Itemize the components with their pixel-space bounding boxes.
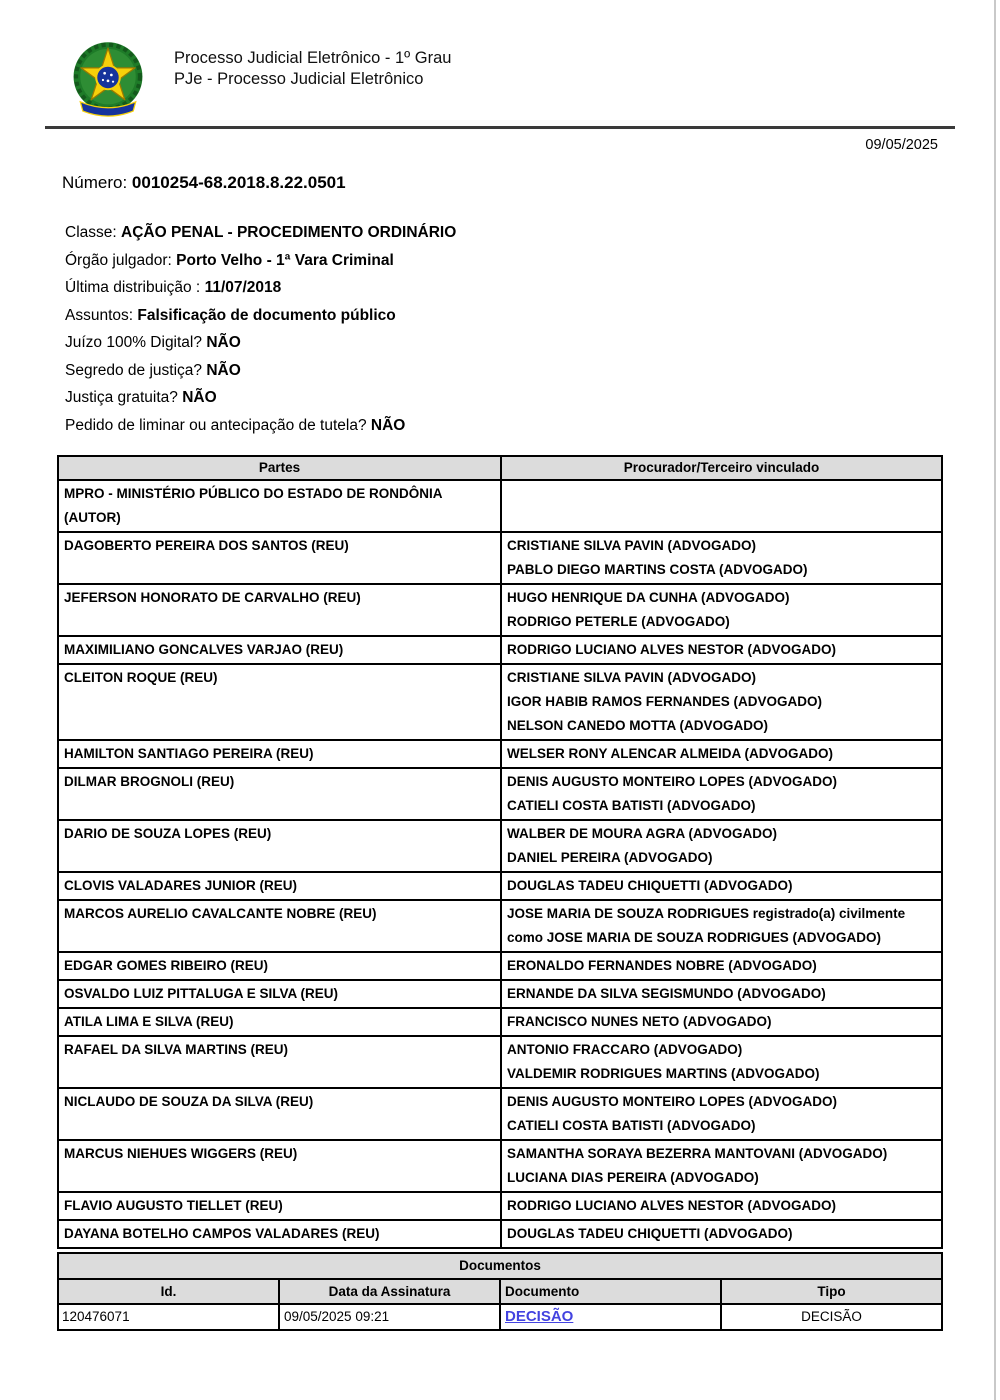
procurador-cell xyxy=(501,740,942,768)
procurador-cell xyxy=(501,584,942,636)
meta-line xyxy=(65,302,1000,330)
meta-line xyxy=(65,247,1000,275)
header xyxy=(0,0,1000,124)
header-divider xyxy=(45,126,955,129)
party-cell: MARCUS NIEHUES WIGGERS (REU) xyxy=(58,1140,501,1192)
lawyer-line: CRISTIANE SILVA PAVIN (ADVOGADO) xyxy=(507,538,757,553)
party-row xyxy=(58,532,942,584)
party-cell: HAMILTON SANTIAGO PEREIRA (REU) xyxy=(58,740,501,768)
meta-value: NÃO xyxy=(182,389,217,406)
meta-label: Órgão julgador: xyxy=(65,251,172,269)
procurador-cell xyxy=(501,952,942,980)
party-cell: DAGOBERTO PEREIRA DOS SANTOS (REU) xyxy=(58,532,501,584)
meta-label: Segredo de justiça? xyxy=(65,361,203,379)
documents-section-header: Documentos xyxy=(58,1253,942,1279)
party-row xyxy=(58,1192,942,1220)
parties-table xyxy=(57,455,943,1249)
lawyer-line: ERNANDE DA SILVA SEGISMUNDO (ADVOGADO) xyxy=(507,986,826,1001)
meta-line xyxy=(65,412,1000,440)
procurador-cell xyxy=(501,532,942,584)
lawyer-line: FRANCISCO NUNES NETO (ADVOGADO) xyxy=(507,1014,772,1029)
meta-line xyxy=(65,219,1000,247)
meta-value: Falsificação de documento público xyxy=(137,306,396,324)
procurador-column-header: Procurador/Terceiro vinculado xyxy=(501,456,942,480)
party-cell: JEFERSON HONORATO DE CARVALHO (REU) xyxy=(58,584,501,636)
meta-line xyxy=(65,384,1000,412)
lawyer-line: LUCIANA DIAS PEREIRA (ADVOGADO) xyxy=(507,1170,759,1185)
meta-label: Justiça gratuita? xyxy=(65,389,178,406)
procurador-cell xyxy=(501,872,942,900)
lawyer-line: DENIS AUGUSTO MONTEIRO LOPES (ADVOGADO) xyxy=(507,774,838,789)
header-title-line1: Processo Judicial Eletrônico - 1º Grau xyxy=(174,49,452,67)
party-row xyxy=(58,636,942,664)
meta-label: Assuntos: xyxy=(65,306,134,324)
meta-label: Classe: xyxy=(65,224,117,241)
party-cell: CLEITON ROQUE (REU) xyxy=(58,664,501,740)
lawyer-line: ANTONIO FRACCARO (ADVOGADO) xyxy=(507,1042,743,1057)
procurador-cell xyxy=(501,900,942,952)
meta-label: Última distribuição : xyxy=(65,279,201,296)
process-number-value: 0010254-68.2018.8.22.0501 xyxy=(131,173,346,192)
party-cell: MPRO - MINISTÉRIO PÚBLICO DO ESTADO DE RONDÔNIA (AUTOR) xyxy=(58,480,501,532)
lawyer-line: DANIEL PEREIRA (ADVOGADO) xyxy=(507,850,713,865)
document-type-cell: DECISÃO xyxy=(721,1304,942,1330)
lawyer-line: DOUGLAS TADEU CHIQUETTI (ADVOGADO) xyxy=(507,1226,793,1241)
procurador-cell xyxy=(501,664,942,740)
process-number-label: Número: xyxy=(62,173,128,192)
procurador-cell xyxy=(501,1008,942,1036)
doc-tipo-column-header: Tipo xyxy=(721,1279,942,1304)
party-row xyxy=(58,1008,942,1036)
procurador-cell xyxy=(501,1140,942,1192)
party-cell: DARIO DE SOUZA LOPES (REU) xyxy=(58,820,501,872)
lawyer-line: IGOR HABIB RAMOS FERNANDES (ADVOGADO) xyxy=(507,694,823,709)
party-row xyxy=(58,872,942,900)
meta-line xyxy=(65,329,1000,357)
meta-value: NÃO xyxy=(206,334,241,351)
meta-value: NÃO xyxy=(370,416,406,434)
party-cell: MAXIMILIANO GONCALVES VARJAO (REU) xyxy=(58,636,501,664)
documents-header-row xyxy=(58,1279,942,1304)
meta-value: NÃO xyxy=(206,361,241,379)
lawyer-line: SAMANTHA SORAYA BEZERRA MANTOVANI (ADVOGADO) xyxy=(507,1146,888,1161)
meta-line xyxy=(65,357,1000,385)
lawyer-line: RODRIGO LUCIANO ALVES NESTOR (ADVOGADO) xyxy=(507,642,837,657)
lawyer-line: JOSE MARIA DE SOUZA RODRIGUES registrado(a) civilmente como JOSE MARIA DE SOUZA RODRIGUES (ADVOGADO) xyxy=(507,906,906,945)
procurador-cell xyxy=(501,1192,942,1220)
meta-value: 11/07/2018 xyxy=(204,279,282,296)
process-metadata xyxy=(65,219,1000,439)
lawyer-line: VALDEMIR RODRIGUES MARTINS (ADVOGADO) xyxy=(507,1066,820,1081)
lawyer-line: WALBER DE MOURA AGRA (ADVOGADO) xyxy=(507,826,777,841)
lawyer-line: CATIELI COSTA BATISTI (ADVOGADO) xyxy=(507,798,756,813)
documents-section-row xyxy=(58,1253,942,1279)
header-title-line2: PJe - Processo Judicial Eletrônico xyxy=(174,70,424,88)
signature-date-cell: 09/05/2025 09:21 xyxy=(279,1304,500,1330)
party-row xyxy=(58,980,942,1008)
party-cell: OSVALDO LUIZ PITTALUGA E SILVA (REU) xyxy=(58,980,501,1008)
party-row xyxy=(58,1036,942,1088)
party-row xyxy=(58,900,942,952)
scrollbar-track[interactable] xyxy=(994,0,996,1400)
document-cell xyxy=(500,1304,721,1330)
meta-value: AÇÃO PENAL - PROCEDIMENTO ORDINÁRIO xyxy=(121,224,457,241)
lawyer-line: ERONALDO FERNANDES NOBRE (ADVOGADO) xyxy=(507,958,817,973)
meta-label: Juízo 100% Digital? xyxy=(65,334,202,351)
procurador-cell xyxy=(501,1088,942,1140)
document-id-cell: 120476071 xyxy=(58,1304,279,1330)
party-row xyxy=(58,820,942,872)
brazil-coat-of-arms-icon xyxy=(66,36,150,124)
procurador-cell xyxy=(501,980,942,1008)
meta-line xyxy=(65,274,1000,302)
meta-label: Pedido de liminar ou antecipação de tutela? xyxy=(65,416,367,434)
lawyer-line: RODRIGO LUCIANO ALVES NESTOR (ADVOGADO) xyxy=(507,1198,837,1213)
document-link[interactable]: DECISÃO xyxy=(505,1308,574,1325)
party-cell: EDGAR GOMES RIBEIRO (REU) xyxy=(58,952,501,980)
party-row xyxy=(58,768,942,820)
party-cell: DAYANA BOTELHO CAMPOS VALADARES (REU) xyxy=(58,1220,501,1248)
doc-date-column-header: Data da Assinatura xyxy=(279,1279,500,1304)
party-row xyxy=(58,1220,942,1248)
party-cell: FLAVIO AUGUSTO TIELLET (REU) xyxy=(58,1192,501,1220)
document-row xyxy=(58,1304,942,1330)
parties-header-row xyxy=(58,456,942,480)
lawyer-line: PABLO DIEGO MARTINS COSTA (ADVOGADO) xyxy=(507,562,808,577)
procurador-cell xyxy=(501,636,942,664)
parties-column-header: Partes xyxy=(58,456,501,480)
procurador-cell xyxy=(501,1036,942,1088)
procurador-cell xyxy=(501,1220,942,1248)
lawyer-line: DENIS AUGUSTO MONTEIRO LOPES (ADVOGADO) xyxy=(507,1094,838,1109)
doc-documento-column-header: Documento xyxy=(500,1279,721,1304)
party-cell: MARCOS AURELIO CAVALCANTE NOBRE (REU) xyxy=(58,900,501,952)
party-cell: ATILA LIMA E SILVA (REU) xyxy=(58,1008,501,1036)
party-row xyxy=(58,664,942,740)
process-number-line xyxy=(62,173,1000,193)
party-row xyxy=(58,1088,942,1140)
meta-value: Porto Velho - 1ª Vara Criminal xyxy=(176,251,394,269)
party-row xyxy=(58,952,942,980)
procurador-cell xyxy=(501,768,942,820)
lawyer-line: CRISTIANE SILVA PAVIN (ADVOGADO) xyxy=(507,670,757,685)
party-cell: DILMAR BROGNOLI (REU) xyxy=(58,768,501,820)
party-row xyxy=(58,480,942,532)
doc-id-column-header: Id. xyxy=(58,1279,279,1304)
documents-table xyxy=(57,1252,943,1331)
procurador-cell xyxy=(501,820,942,872)
lawyer-line: WELSER RONY ALENCAR ALMEIDA (ADVOGADO) xyxy=(507,746,833,761)
lawyer-line: CATIELI COSTA BATISTI (ADVOGADO) xyxy=(507,1118,756,1133)
party-row xyxy=(58,740,942,768)
party-row xyxy=(58,584,942,636)
party-row xyxy=(58,1140,942,1192)
party-cell: CLOVIS VALADARES JUNIOR (REU) xyxy=(58,872,501,900)
lawyer-line: DOUGLAS TADEU CHIQUETTI (ADVOGADO) xyxy=(507,878,793,893)
party-cell: RAFAEL DA SILVA MARTINS (REU) xyxy=(58,1036,501,1088)
lawyer-line: RODRIGO PETERLE (ADVOGADO) xyxy=(507,614,730,629)
party-cell: NICLAUDO DE SOUZA DA SILVA (REU) xyxy=(58,1088,501,1140)
lawyer-line: HUGO HENRIQUE DA CUNHA (ADVOGADO) xyxy=(507,590,790,605)
document-date: 09/05/2025 xyxy=(865,137,938,153)
lawyer-line: NELSON CANEDO MOTTA (ADVOGADO) xyxy=(507,718,768,733)
procurador-cell xyxy=(501,480,942,532)
